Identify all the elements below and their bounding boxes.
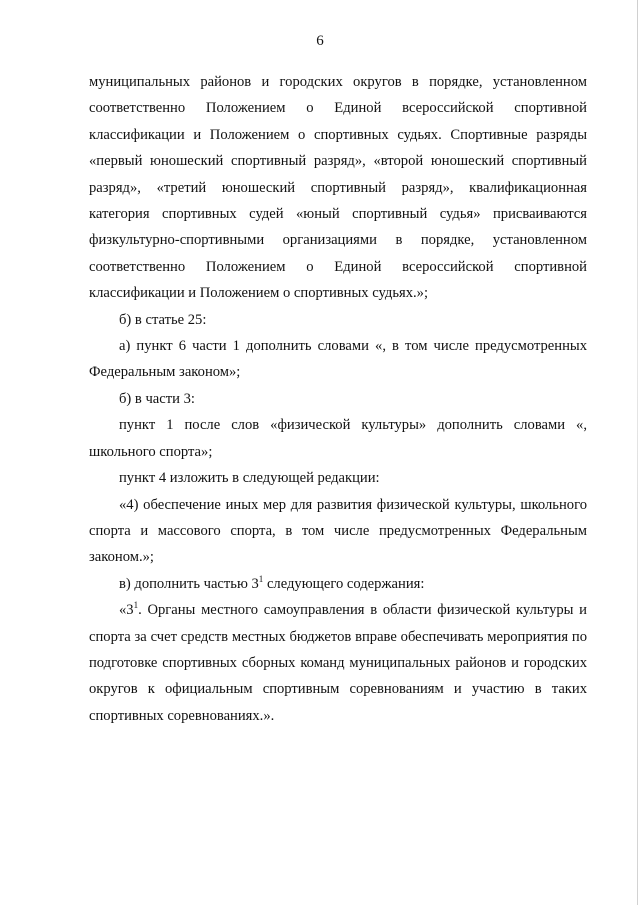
document-body bbox=[89, 69, 587, 729]
superscript: 1 bbox=[258, 573, 264, 584]
paragraph-part-3-1-start: «3 bbox=[119, 602, 134, 619]
paragraph-item-a: а) пункт 6 части 1 дополнить словами «, в том числе предусмотренных Федеральным законом»; bbox=[89, 338, 587, 381]
paragraph-point-4-text: «4) обеспечение иных мер для развития физической культуры, школьного спорта и массового спорта, в том числе предусмотренных Федеральным законом.»; bbox=[89, 496, 587, 566]
paragraph-item-v bbox=[89, 571, 587, 597]
paragraph-item-v-start: в) дополнить частью 3 bbox=[119, 575, 259, 592]
superscript: 1 bbox=[133, 600, 139, 611]
paragraph-part-3-1 bbox=[89, 597, 587, 729]
page-number: 6 bbox=[316, 33, 324, 49]
paragraph-article-25: б) в статье 25: bbox=[119, 311, 207, 328]
paragraph-item-b: б) в части 3: bbox=[119, 390, 195, 407]
paragraph-continuation: муниципальных районов и городских округов в порядке, установленном соответственно Положением о Единой всероссийской спортивной классификации и Положением о спортивных судьях. Спортивные разряды «первый юношеский спортивный разряд», «второй юношеский спортивный разряд», «третий юношеский спортивный разряд», квалификационная категория спортивных судей «юный спортивный судья» присваиваются физкультурно-спортивными организациями в порядке, установленном соответственно Положением о Единой всероссийской спортивной классификации и Положением о спортивных судьях.»; bbox=[89, 74, 587, 302]
paragraph-point-1: пункт 1 после слов «физической культуры» дополнить словами «, школьного спорта»; bbox=[89, 417, 587, 460]
paragraph-item-v-end: следующего содержания: bbox=[263, 575, 425, 592]
scan-edge bbox=[637, 0, 638, 905]
paragraph-part-3-1-end: . Органы местного самоуправления в области физической культуры и спорта за счет средств местных бюджетов вправе обеспечивать мероприятия по подготовке спортивных сборных команд муниципальных районов и городских округов к официальным спортивным соревнованиям и участию в таких спортивных соревнованиях.». bbox=[89, 602, 587, 724]
paragraph-point-4: пункт 4 изложить в следующей редакции: bbox=[119, 470, 380, 487]
